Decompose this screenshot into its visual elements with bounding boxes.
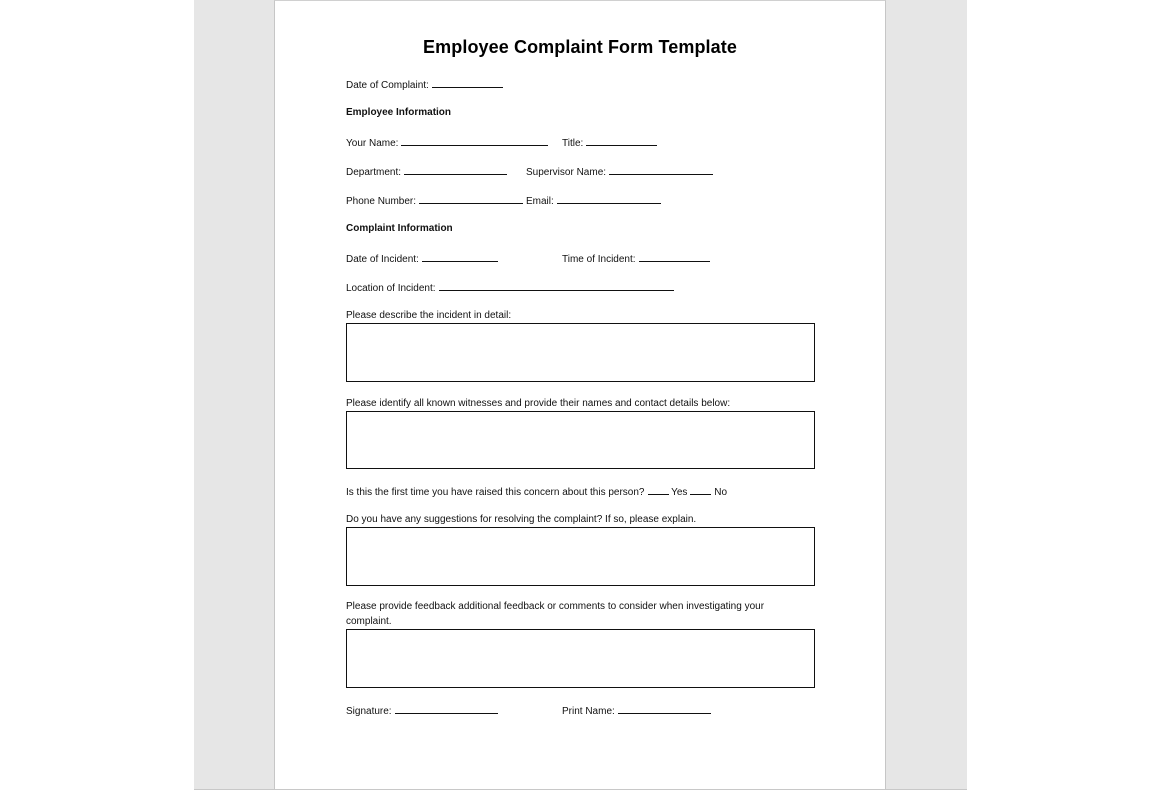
yes-blank[interactable] [648, 485, 669, 495]
signature-label: Signature: [346, 706, 392, 717]
supervisor-name-row [526, 165, 713, 179]
date-of-incident-row [346, 252, 498, 266]
location-of-incident-label: Location of Incident: [346, 283, 436, 294]
describe-incident-label: Please describe the incident in detail: [346, 310, 512, 321]
suggestions-label: Do you have any suggestions for resolving the complaint? If so, please explain. [346, 514, 697, 525]
first-time-row [346, 485, 727, 499]
title-row [562, 136, 657, 150]
phone-number-row [346, 194, 523, 208]
your-name-field[interactable] [401, 136, 548, 146]
feedback-textbox[interactable] [346, 629, 815, 688]
suggestions-textbox[interactable] [346, 527, 815, 586]
first-time-question: Is this the first time you have raised this concern about this person? [346, 487, 645, 498]
your-name-label: Your Name: [346, 138, 399, 149]
print-name-row [562, 704, 711, 718]
witnesses-label: Please identify all known witnesses and provide their names and contact details below: [346, 398, 731, 409]
signature-field[interactable] [395, 704, 498, 714]
date-of-complaint-label: Date of Complaint: [346, 80, 429, 91]
feedback-label-line2: complaint. [346, 616, 392, 627]
supervisor-name-label: Supervisor Name: [526, 167, 607, 178]
title-label: Title: [562, 138, 584, 149]
time-of-incident-field[interactable] [639, 252, 710, 262]
feedback-label-line1: Please provide feedback additional feedback or comments to consider when investigating your [346, 601, 765, 612]
form-title: Employee Complaint Form Template [423, 37, 737, 57]
date-of-incident-field[interactable] [422, 252, 498, 262]
section-heading-complaint: Complaint Information [346, 223, 453, 234]
date-of-complaint-field[interactable] [432, 78, 503, 88]
your-name-row [346, 136, 548, 150]
witnesses-textbox[interactable] [346, 411, 815, 469]
phone-number-field[interactable] [419, 194, 523, 204]
time-of-incident-label: Time of Incident: [562, 254, 636, 265]
no-label: No [714, 487, 728, 498]
department-label: Department: [346, 167, 402, 178]
no-blank[interactable] [690, 485, 711, 495]
section-heading-employee: Employee Information [346, 107, 452, 118]
department-row [346, 165, 507, 179]
describe-incident-textbox[interactable] [346, 323, 815, 382]
phone-number-label: Phone Number: [346, 196, 417, 207]
supervisor-name-field[interactable] [609, 165, 713, 175]
department-field[interactable] [404, 165, 507, 175]
location-of-incident-field[interactable] [439, 281, 674, 291]
email-row [526, 194, 661, 208]
signature-row [346, 704, 498, 718]
yes-label: Yes [671, 487, 688, 498]
email-field[interactable] [557, 194, 661, 204]
location-of-incident-row [346, 281, 674, 295]
title-field[interactable] [586, 136, 657, 146]
print-name-field[interactable] [618, 704, 711, 714]
document-page [274, 0, 886, 789]
print-name-label: Print Name: [562, 706, 615, 717]
date-of-complaint-row [346, 78, 503, 92]
email-label: Email: [526, 196, 554, 207]
time-of-incident-row [562, 252, 710, 266]
date-of-incident-label: Date of Incident: [346, 254, 419, 265]
